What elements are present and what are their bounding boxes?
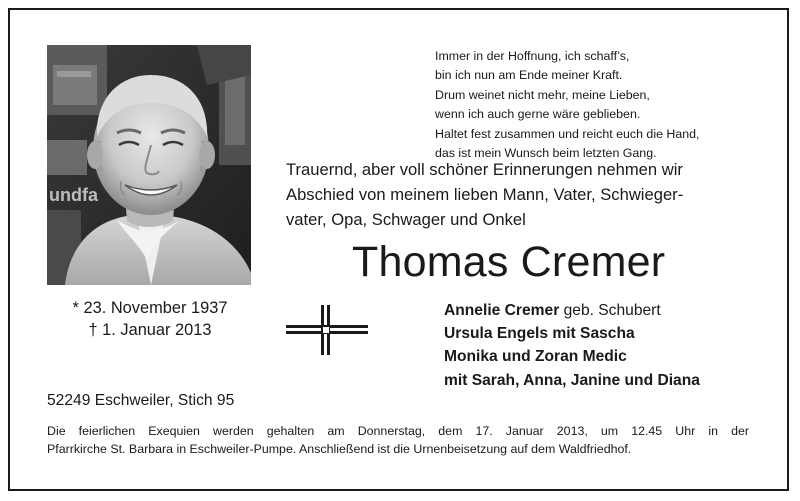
poem-line: wenn ich auch gerne wäre geblieben. bbox=[435, 107, 641, 122]
cross-icon bbox=[286, 305, 368, 360]
mourner-name: Monika und Zoran Medic bbox=[444, 348, 627, 366]
maiden-name: geb. Schubert bbox=[559, 302, 661, 319]
mourner-name: Annelie Cremer bbox=[444, 302, 560, 319]
poem-line: bin ich nun am Ende meiner Kraft. bbox=[435, 68, 623, 83]
mourners-list bbox=[444, 299, 700, 392]
address: 52249 Eschweiler, Stich 95 bbox=[47, 392, 235, 409]
birth-date: * 23. November 1937 bbox=[72, 299, 228, 317]
mourner-line bbox=[444, 322, 700, 345]
poem-line: Immer in der Hoffnung, ich schaff’s, bbox=[435, 49, 630, 63]
intro-text bbox=[286, 158, 776, 232]
intro-line: Abschied von meinem lieben Mann, Vater, Schwieger- bbox=[286, 184, 684, 204]
mourner-name: Ursula Engels mit Sascha bbox=[444, 325, 635, 343]
mourner-line bbox=[444, 369, 700, 392]
poem-line: das ist mein Wunsch beim letzten Gang. bbox=[435, 146, 657, 161]
portrait-photo bbox=[47, 45, 251, 285]
svg-text:undfa: undfa bbox=[49, 185, 98, 205]
poem-line: Drum weinet nicht mehr, meine Lieben, bbox=[435, 87, 650, 102]
mourner-name: mit Sarah, Anna, Janine und Diana bbox=[444, 371, 700, 389]
mourner-line bbox=[444, 345, 700, 368]
death-date: † 1. Januar 2013 bbox=[88, 321, 212, 339]
notice-line: Die feierlichen Exequien werden gehalten am Donnerstag, dem 17. Januar 2013, um 12.45 Uhr in der bbox=[47, 424, 749, 438]
mourner-line bbox=[444, 299, 700, 322]
life-dates bbox=[60, 297, 240, 341]
notice-line: Pfarrkirche St. Barbara in Eschweiler-Pumpe. Anschließend ist die Urnenbeisetzung auf dem Waldfriedhof. bbox=[47, 442, 632, 457]
poem bbox=[435, 47, 775, 163]
deceased-name: Thomas Cremer bbox=[352, 238, 666, 286]
poem-line: Haltet fest zusammen und reicht euch die Hand, bbox=[435, 126, 700, 141]
service-notice bbox=[47, 422, 749, 459]
intro-line: Trauernd, aber voll schöner Erinnerungen nehmen wir bbox=[286, 160, 683, 179]
intro-line: vater, Opa, Schwager und Onkel bbox=[286, 209, 526, 229]
